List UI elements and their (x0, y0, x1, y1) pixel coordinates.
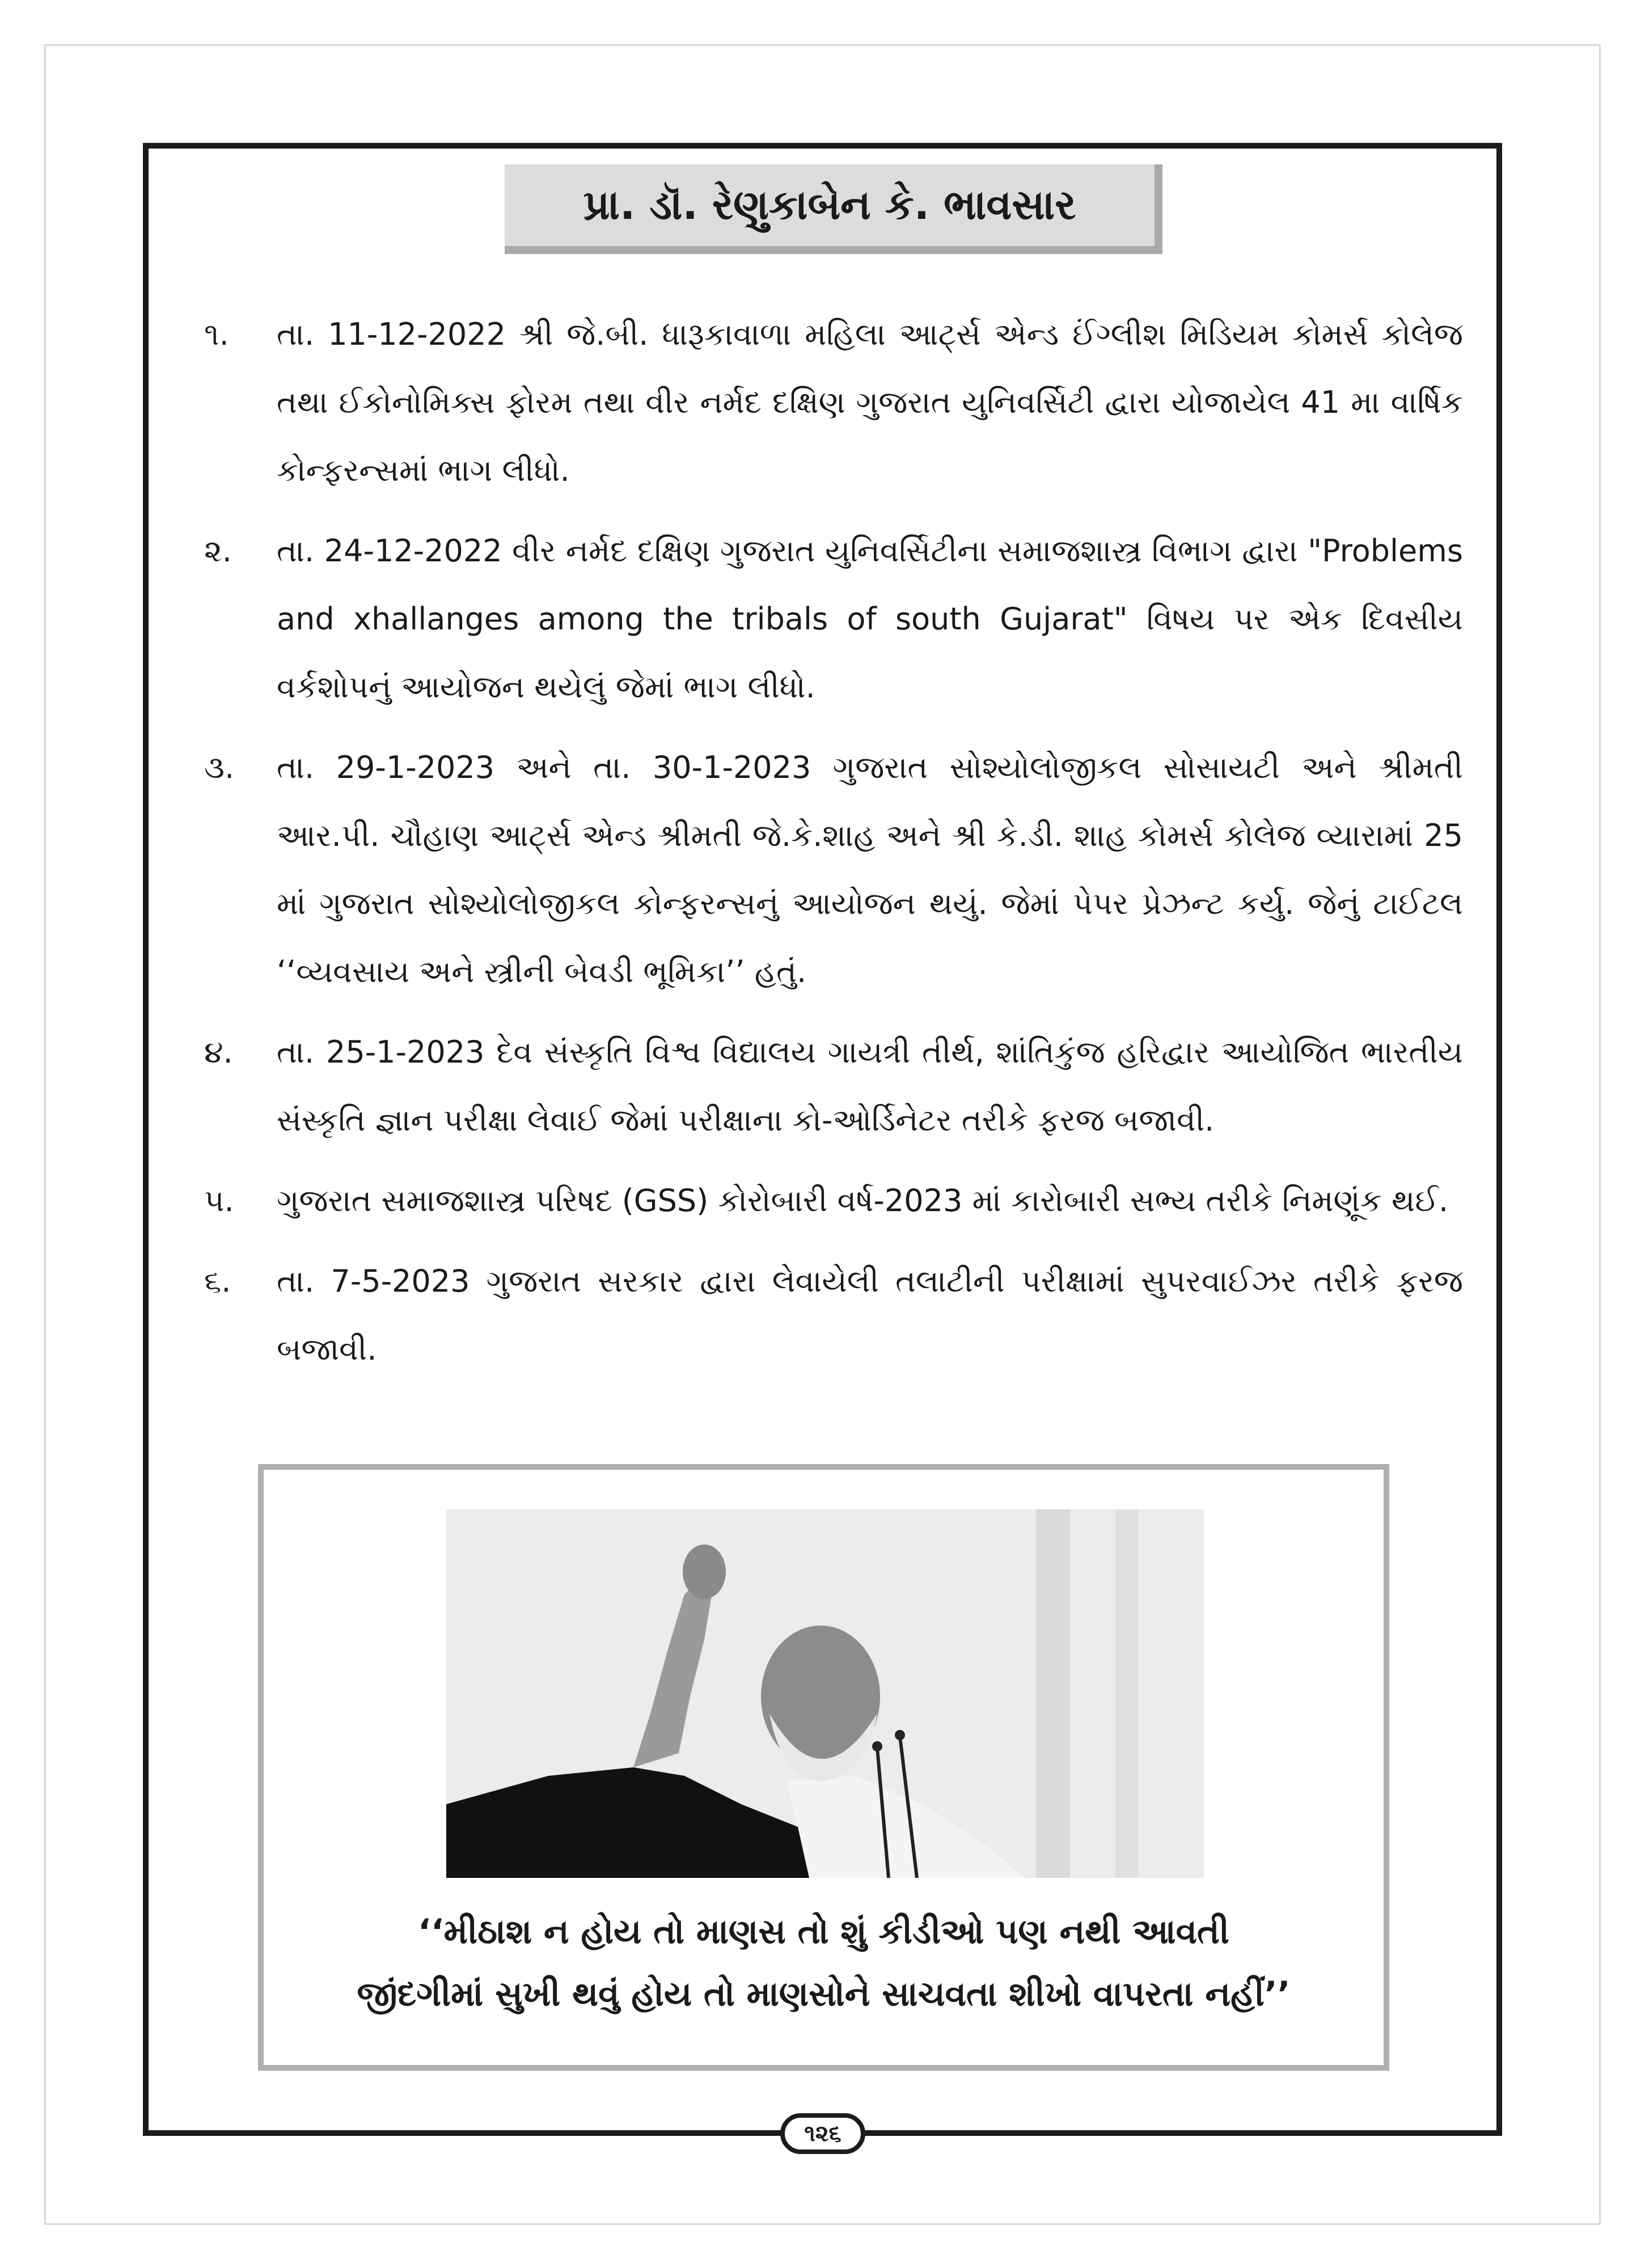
page-title: પ્રા. ડૉ. રેણુકાબેન કે. ભાવસાર (583, 181, 1076, 229)
quote-line: જીંદગીમાં સુખી થવું હોય તો માણસોને સાચવતા શીખો વાપરતા નહીં’’ (357, 1974, 1291, 2014)
item-text: તા. 7-5-2023 ગુજરાત સરકાર દ્વારા લેવાયેલી તલાટીની પરીક્ષામાં સુપરવાઈઝર તરીકે ફરજ બજાવી. (277, 1263, 1463, 1367)
item-number: ૫. (204, 1183, 234, 1218)
item-number: ૧. (204, 316, 229, 352)
list-item (193, 517, 1463, 721)
quote (264, 1901, 1384, 2025)
speaker-illustration (446, 1509, 1204, 1878)
list-item (193, 1167, 1463, 1235)
achievements-list (193, 301, 1463, 1396)
title-banner (505, 164, 1162, 254)
quote-line: ‘‘મીઠાશ ન હોય તો માણસ તો શું કીડીઓ પણ નથી આવતી (418, 1912, 1229, 1952)
item-number: ૪. (204, 1034, 233, 1070)
item-text: ગુજરાત સમાજશાસ્ત્ર પરિષદ (GSS) કોરોબારી વર્ષ-2023 માં કારોબારી સભ્ય તરીકે નિમણૂંક થઈ. (277, 1183, 1449, 1218)
item-number: ૨. (204, 533, 232, 569)
quote-panel (258, 1464, 1389, 2071)
item-number: ૩. (204, 750, 235, 785)
list-item (193, 734, 1463, 1006)
speaker-photo (446, 1509, 1204, 1878)
list-item (193, 301, 1463, 505)
list-item (193, 1247, 1463, 1383)
item-text: તા. 11-12-2022 શ્રી જે.બી. ધારૂકાવાળા મહિલા આર્ટ્સ એન્ડ ઈંગ્લીશ મિડિયમ કોમર્સ કોલેજ તથા ઈકોનોમિક્સ ફોરમ તથા વીર નર્મદ દક્ષિણ ગુજરાત યુનિવર્સિટી દ્વારા યોજાયેલ 41 મા વાર્ષિક કોન્ફરન્સમાં ભાગ લીધો. (277, 316, 1463, 488)
item-text: તા. 24-12-2022 વીર નર્મદ દક્ષિણ ગુજરાત યુનિવર્સિટીના સમાજશાસ્ત્ર વિભાગ દ્વારા "Problems and xhallanges among the tribals of south Gujarat" વિષય પર એક દિવસીય વર્કશોપનું આયોજન થયેલું જેમાં ભાગ લીધો. (277, 533, 1463, 705)
page-number: ૧૨૬ (780, 2113, 865, 2154)
item-number: ૬. (204, 1263, 231, 1299)
list-item (193, 1018, 1463, 1154)
item-text: તા. 29-1-2023 અને તા. 30-1-2023 ગુજરાત સોશ્યોલોજીકલ સોસાયટી અને શ્રીમતી આર.પી. ચૌહાણ આર્ટ્સ એન્ડ શ્રીમતી જે.કે.શાહ અને શ્રી કે.ડી. શાહ કોમર્સ કોલેજ વ્યારામાં 25 માં ગુજરાત સોશ્યોલોજીકલ કોન્ફરન્સનું આયોજન થયું. જેમાં પેપર પ્રેઝન્ટ કર્યુ. જેનું ટાઈટલ ‘‘વ્યવસાય અને સ્ત્રીની બેવડી ભૂમિકા’’ હતું. (277, 750, 1463, 989)
item-text: તા. 25-1-2023 દેવ સંસ્કૃતિ વિશ્વ વિદ્યાલય ગાયત્રી તીર્થ, શાંતિકુંજ હરિદ્વાર આયોજિત ભારતીય સંસ્કૃતિ જ્ઞાન પરીક્ષા લેવાઈ જેમાં પરીક્ષાના કો-ઓર્ડિનેટર તરીકે ફરજ બજાવી. (277, 1034, 1463, 1138)
